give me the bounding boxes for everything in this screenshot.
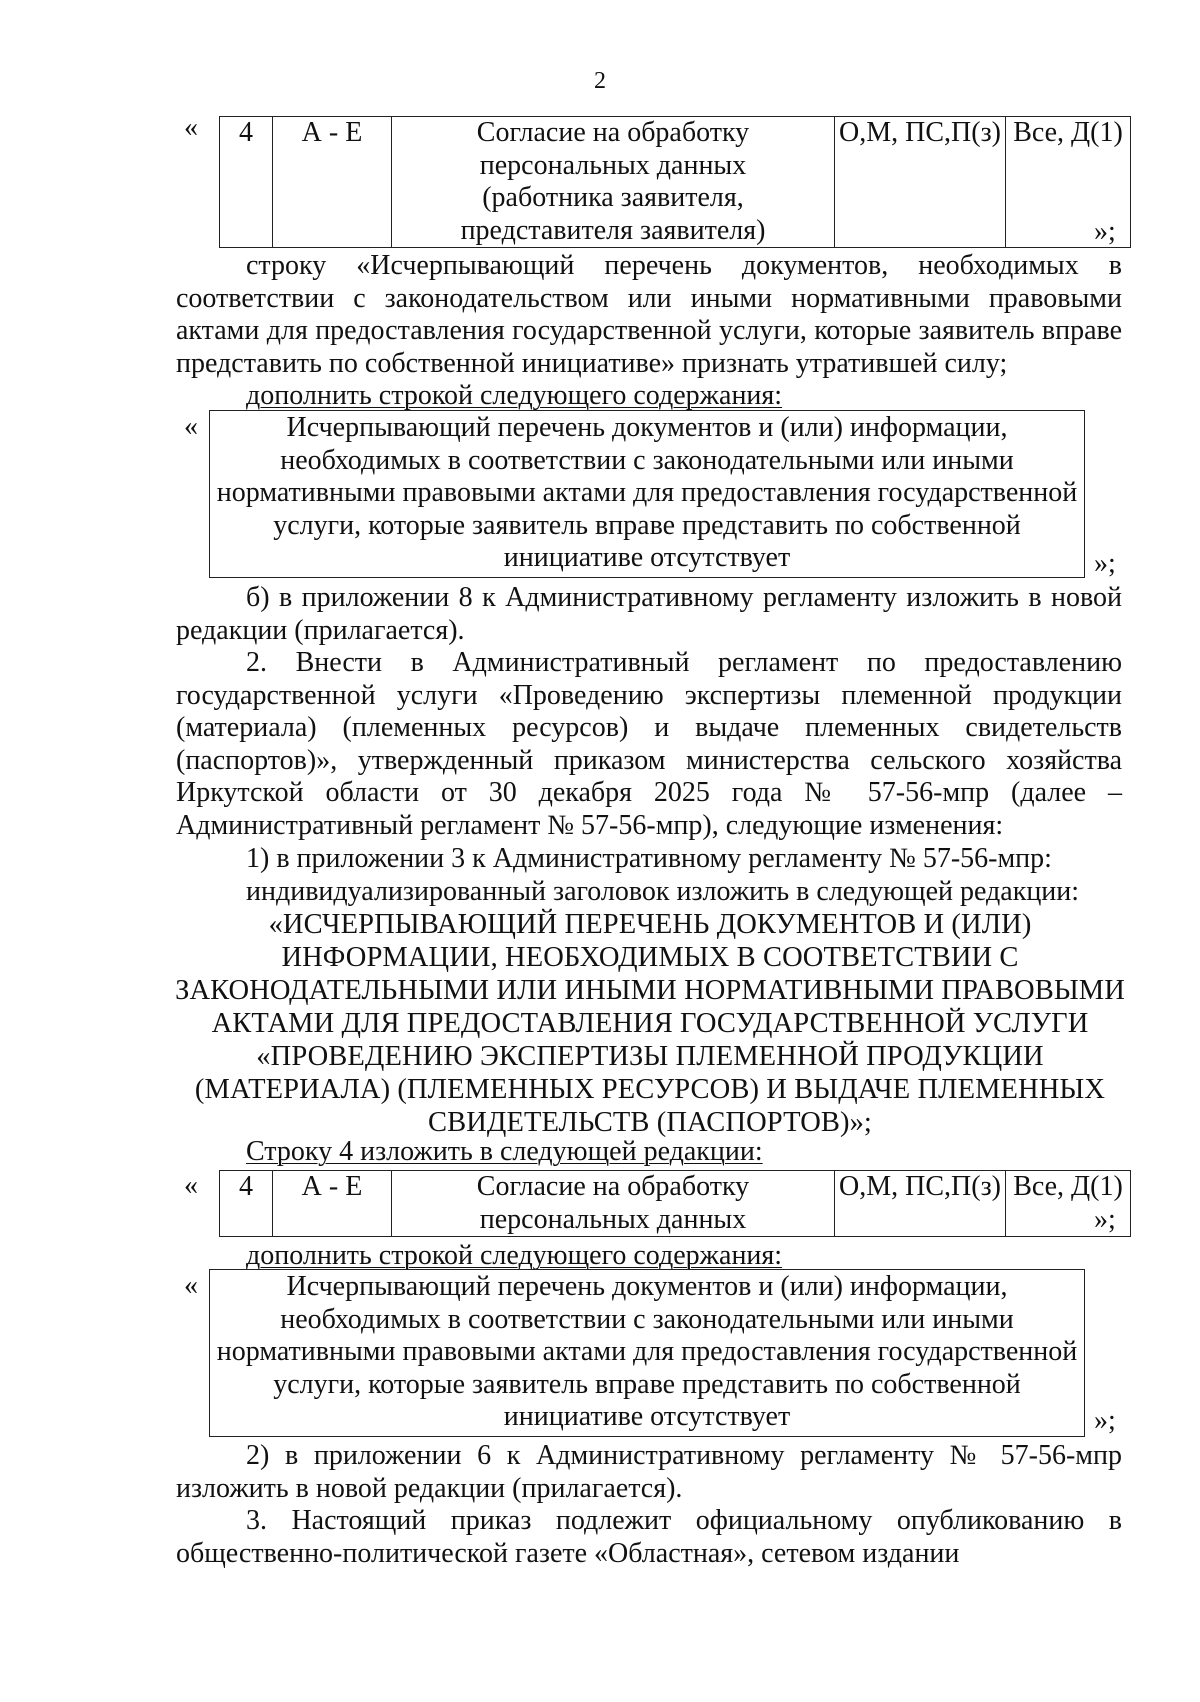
table2-form: О,М, ПС,П(з) bbox=[835, 1171, 1006, 1237]
paragraph-2: 2. Внести в Административный регламент по предоставлению государственной услуги «Проведению экспертизы племенной продукции (материала) (племенных ресурсов) и выдаче племенных свидетельств (паспортов)», утвержденный приказом министерства сельского хозяйства Иркутской области от 30 декабря 2025 года № 57-56-мпр (далее – Административный регламент № 57-56-мпр), следующие изменения: bbox=[176, 647, 1122, 841]
table1-applicants: Все, Д(1) bbox=[1006, 117, 1131, 248]
caps-heading: «ИСЧЕРПЫВАЮЩИЙ ПЕРЕЧЕНЬ ДОКУМЕНТОВ И (ИЛИ) ИНФОРМАЦИИ, НЕОБХОДИМЫХ В СООТВЕТСТВИИ С ЗАКОНОДАТЕЛЬНЫМИ ИЛИ ИНЫМИ НОРМАТИВНЫМИ ПРАВОВЫМИ АКТАМИ ДЛЯ ПРЕДОСТАВЛЕНИЯ ГОСУДАРСТВЕННОЙ УСЛУГИ «ПРОВЕДЕНИЮ ЭКСПЕРТИЗЫ ПЛЕМЕННОЙ ПРОДУКЦИИ (МАТЕРИАЛА) (ПЛЕМЕННЫХ РЕСУРСОВ) И ВЫДАЧЕ ПЛЕМЕННЫХ СВИДЕТЕЛЬСТВ (ПАСПОРТОВ)»; bbox=[175, 909, 1125, 1138]
quote-open: « bbox=[184, 1270, 198, 1301]
paragraph-appendix-8: б) в приложении 8 к Административному регламенту изложить в новой редакции (прилагается). bbox=[176, 582, 1122, 646]
box1-row bbox=[209, 410, 1085, 578]
table1-form: О,М, ПС,П(з) bbox=[835, 117, 1006, 248]
paragraph-2-2: 2) в приложении 6 к Административному регламенту № 57-56-мпр изложить в новой редакции (прилагается). bbox=[176, 1440, 1122, 1504]
table2-applicants: Все, Д(1) bbox=[1006, 1171, 1131, 1237]
table1-num: 4 bbox=[220, 117, 273, 248]
table2-num: 4 bbox=[220, 1171, 273, 1237]
quote-open: « bbox=[184, 411, 198, 442]
page-number: 2 bbox=[594, 68, 606, 94]
paragraph-2-1: 1) в приложении 3 к Административному регламенту № 57-56-мпр: bbox=[246, 843, 1052, 874]
quote-open: « bbox=[184, 112, 198, 143]
table2-category: А - Е bbox=[273, 1171, 392, 1237]
table2-document: Согласие на обработку персональных данных bbox=[392, 1171, 835, 1237]
box2-row bbox=[209, 1269, 1085, 1437]
paragraph-heading-intro: индивидуализированный заголовок изложить в следующей редакции: bbox=[246, 876, 1080, 907]
table1 bbox=[219, 116, 1131, 248]
row4-instruction: Строку 4 изложить в следующей редакции: bbox=[246, 1136, 763, 1167]
box2-text: Исчерпывающий перечень документов и (или) информации, необходимых в соответствии с законодательными или иными нормативными правовыми актами для предоставления государственной услуги, которые заявитель вправе представить по собственной инициативе отсутствует bbox=[216, 1271, 1078, 1432]
add-row-instruction-1: дополнить строкой следующего содержания: bbox=[246, 380, 783, 411]
quote-close: »; bbox=[1094, 216, 1116, 247]
quote-close: »; bbox=[1094, 548, 1116, 579]
table1-document: Согласие на обработку персональных данных (работника заявителя, представителя заявителя) bbox=[392, 117, 835, 248]
quote-close: »; bbox=[1094, 1204, 1116, 1235]
table2 bbox=[219, 1170, 1131, 1237]
box1-text: Исчерпывающий перечень документов и (или) информации, необходимых в соответствии с законодательными или иными нормативными правовыми актами для предоставления государственной услуги, которые заявитель вправе представить по собственной инициативе отсутствует bbox=[216, 412, 1078, 573]
add-row-instruction-2: дополнить строкой следующего содержания: bbox=[246, 1240, 783, 1271]
table1-category: А - Е bbox=[273, 117, 392, 248]
paragraph-revoke-row: строку «Исчерпывающий перечень документов, необходимых в соответствии с законодательством или иными нормативными правовыми актами для предоставления государственной услуги, которые заявитель вправе представить по собственной инициативе» признать утратившей силу; bbox=[176, 250, 1122, 379]
quote-open: « bbox=[184, 1170, 198, 1201]
quote-close: »; bbox=[1094, 1405, 1116, 1436]
paragraph-3: 3. Настоящий приказ подлежит официальному опубликованию в общественно-политической газете «Областная», сетевом издании bbox=[176, 1505, 1122, 1569]
